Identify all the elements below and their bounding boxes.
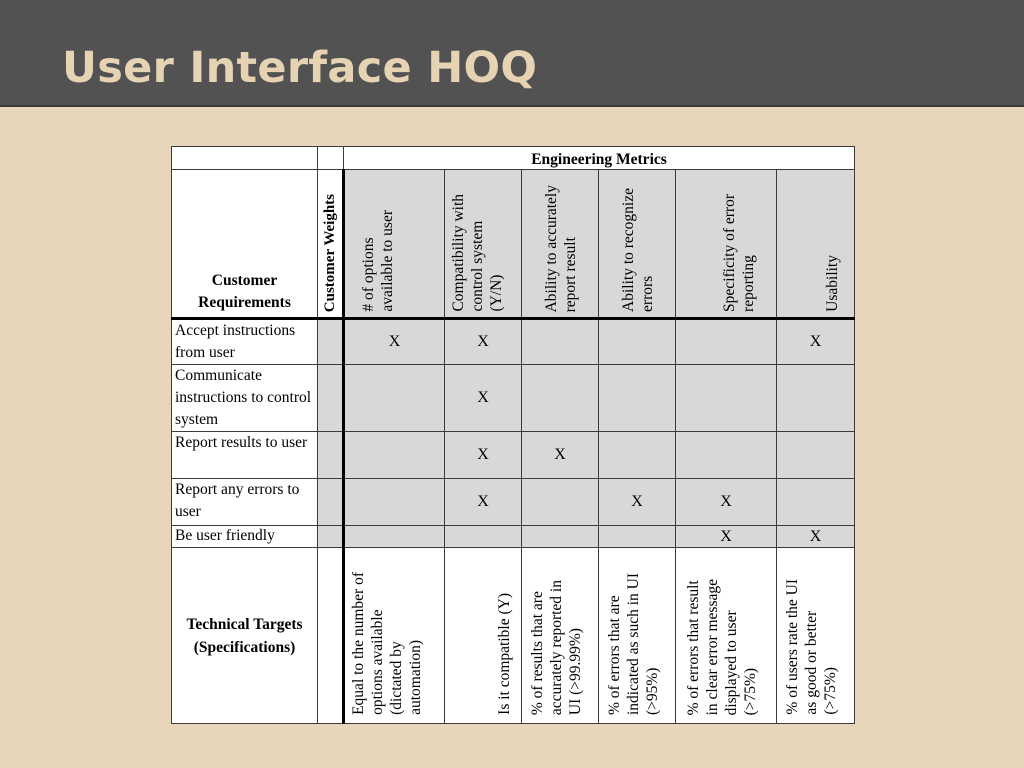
technical-target-text: Is it compatible (Y) (496, 593, 513, 715)
slide-title: User Interface HOQ (62, 43, 538, 93)
relationship-cell: X (777, 526, 855, 548)
technical-targets-label (172, 548, 318, 724)
relationship-cell (777, 365, 855, 432)
metric-header (676, 170, 777, 319)
relationship-cell: X (777, 319, 855, 365)
weight-cell (318, 526, 344, 548)
technical-target-text: % of results that are accurately reported in UI (>99.99%) (529, 579, 584, 715)
relationship-cell (599, 319, 676, 365)
weight-cell (318, 432, 344, 479)
metric-label: Ability to recognize errors (620, 188, 656, 312)
technical-target-text: % of users rate the UI as good or better (>75%) (784, 579, 839, 715)
relationship-cell (344, 526, 445, 548)
relationship-cell (599, 432, 676, 479)
weight-cell (318, 319, 344, 365)
relationship-cell: X (599, 479, 676, 526)
technical-target-text: % of errors that result in clear error message displayed to user (>75%) (685, 578, 759, 715)
relationship-cell (344, 479, 445, 526)
relationship-cell (445, 526, 522, 548)
metric-header (522, 170, 599, 319)
technical-target (445, 548, 522, 724)
customer-weights-header (318, 170, 344, 319)
relationship-cell (777, 479, 855, 526)
technical-target (777, 548, 855, 724)
relationship-cell (522, 319, 599, 365)
technical-target-text: Equal to the number of options available (dictated by automation) (350, 572, 424, 715)
metric-header (445, 170, 522, 319)
requirement-label: Be user friendly (172, 526, 318, 548)
customer-requirements-label: Customer Requirements (198, 272, 291, 311)
metric-label: Specificity of error reporting (721, 194, 757, 312)
weight-cell (318, 479, 344, 526)
relationship-cell: X (676, 526, 777, 548)
customer-requirements-header (172, 170, 318, 319)
relationship-cell (344, 432, 445, 479)
relationship-cell: X (445, 319, 522, 365)
metric-header (344, 170, 445, 319)
metric-label: # of options available to user (360, 210, 396, 312)
relationship-cell: X (445, 479, 522, 526)
customer-weights-label: Customer Weights (321, 193, 338, 312)
technical-target-text: % of errors that are indicated as such in UI (>95%) (606, 572, 661, 715)
relationship-cell (676, 319, 777, 365)
technical-target (522, 548, 599, 724)
relationship-cell (777, 432, 855, 479)
metric-label: Usability (824, 255, 841, 312)
requirement-label: Communicate instructions to control system (172, 365, 318, 432)
title-bar (0, 0, 1024, 107)
relationship-cell: X (522, 432, 599, 479)
relationship-cell (522, 526, 599, 548)
engineering-metrics-header: Engineering Metrics (344, 147, 855, 170)
technical-targets-text: Technical Targets (Specifications) (186, 615, 303, 656)
metric-label: Compatibility with control system (Y/N) (450, 194, 505, 312)
relationship-cell (522, 365, 599, 432)
targets-weight-cell (318, 548, 344, 724)
relationship-cell (676, 432, 777, 479)
relationship-cell: X (676, 479, 777, 526)
relationship-cell (599, 365, 676, 432)
requirement-label: Accept instructions from user (172, 319, 318, 365)
technical-target (676, 548, 777, 724)
metric-header (599, 170, 676, 319)
corner-cell (172, 147, 318, 170)
requirement-label: Report any errors to user (172, 479, 318, 526)
technical-target (599, 548, 676, 724)
relationship-cell: X (344, 319, 445, 365)
relationship-cell: X (445, 432, 522, 479)
relationship-cell (522, 479, 599, 526)
metric-header (777, 170, 855, 319)
metric-label: Ability to accurately report result (543, 184, 579, 312)
house-of-quality-table (171, 146, 855, 724)
technical-target (344, 548, 445, 724)
relationship-cell (599, 526, 676, 548)
corner-cell-weights (318, 147, 344, 170)
relationship-cell (676, 365, 777, 432)
relationship-cell: X (445, 365, 522, 432)
relationship-cell (344, 365, 445, 432)
requirement-label: Report results to user (172, 432, 318, 479)
weight-cell (318, 365, 344, 432)
